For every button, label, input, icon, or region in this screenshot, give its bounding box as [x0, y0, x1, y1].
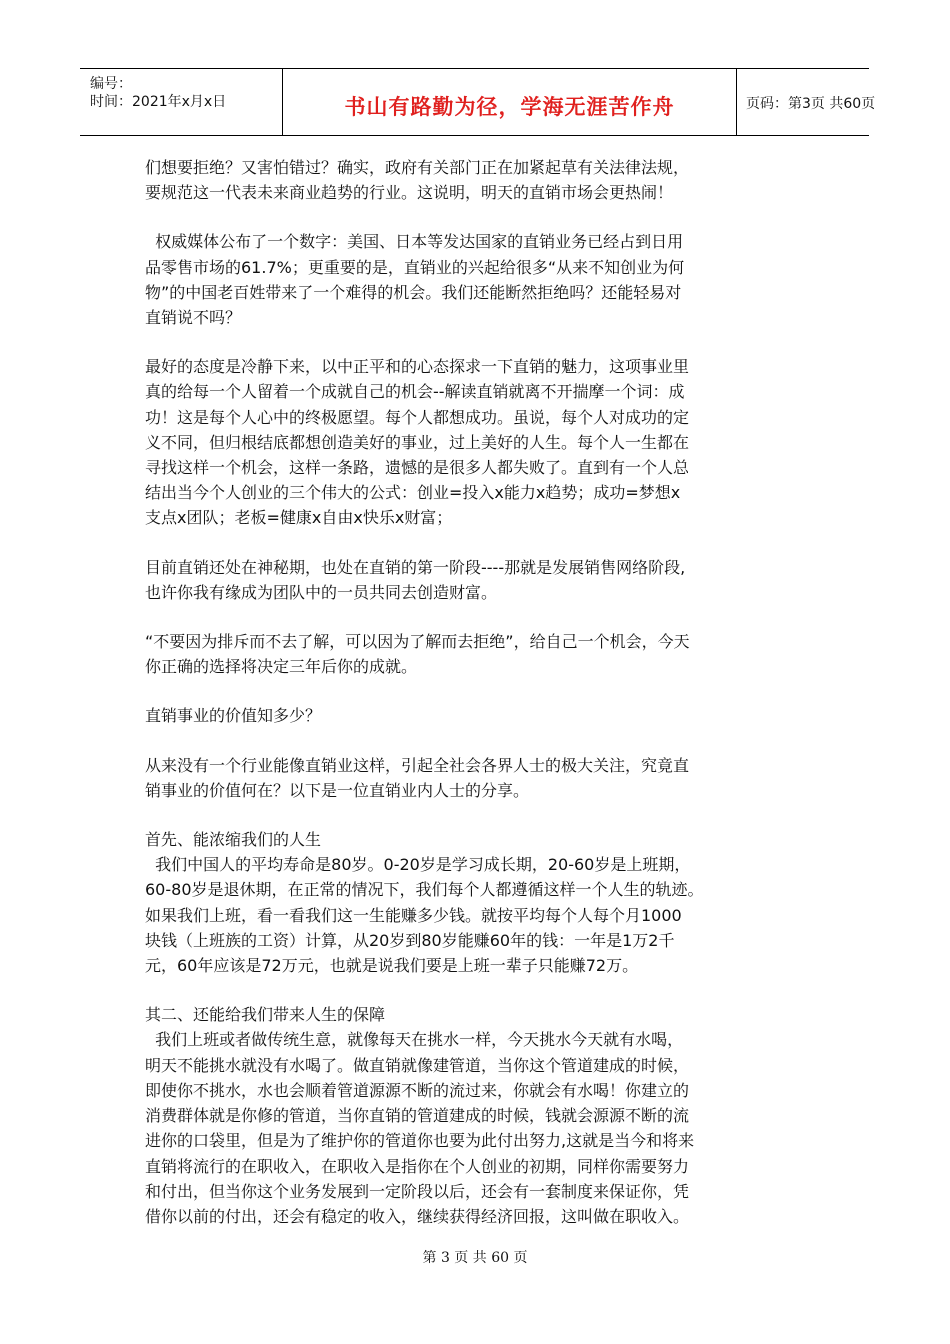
text-line: 目前直销还处在神秘期，也处在直销的第一阶段----那就是发展销售网络阶段,: [145, 557, 686, 577]
text-line: 要规范这一代表未来商业趋势的行业。这说明，明天的直销市场会更热闹！: [145, 183, 674, 203]
text-line: 品零售市场的61.7%；更重要的是，直销业的兴起给很多“从来不知创业为何: [145, 257, 685, 277]
text-line: 即使你不挑水，水也会顺着管道源源不断的流过来，你就会有水喝！你建立的: [145, 1080, 690, 1100]
paragraph: [145, 354, 805, 530]
page-header: [80, 68, 876, 136]
paragraph: [145, 827, 805, 978]
text-line: 权威媒体公布了一个数字：美国、日本等发达国家的直销业务已经占到日用: [145, 232, 684, 252]
text-line: 明天不能挑水就没有水喝了。做直销就像建管道，当你这个管道建成的时候，: [145, 1055, 690, 1075]
text-line: 我们中国人的平均寿命是80岁。0-20岁是学习成长期，20-60岁是上班期，: [145, 855, 691, 875]
text-line: “不要因为排斥而不去了解，可以因为了解而去拒绝”，给自己一个机会，今天: [145, 632, 690, 652]
text-line: 真的给每一个人留着一个成就自己的机会--解读直销就离不开揣摩一个词：成: [145, 382, 685, 402]
text-line: 们想要拒绝？又害怕错过？确实，政府有关部门正在加紧起草有关法律法规，: [145, 158, 690, 177]
time-line: 时间：2021年x月x日: [90, 94, 227, 110]
paragraph: [145, 555, 805, 605]
document-body: [145, 155, 805, 1229]
text-line: 其二、还能给我们带来人生的保障: [145, 1005, 386, 1025]
page-info: 页码：第3页 共60页: [746, 96, 876, 112]
page-footer: 第 3 页 共 60 页: [422, 1250, 528, 1266]
text-line: 直销说不吗？: [145, 308, 242, 328]
paragraph: [145, 155, 805, 205]
text-line: 和付出，但当你这个业务发展到一定阶段以后，还会有一套制度来保证你，凭: [145, 1181, 690, 1201]
paragraph: [145, 229, 805, 330]
text-line: 你正确的选择将决定三年后你的成就。: [145, 657, 418, 677]
text-line: 元，60年应该是72万元，也就是说我们要是上班一辈子只能赚72万。: [145, 956, 639, 976]
text-line: 块钱（上班族的工资）计算，从20岁到80岁能赚60年的钱：一年是1万2千: [145, 930, 675, 950]
motto: 书山有路勤为径，学海无涯苦作舟: [344, 95, 675, 119]
text-line: 支点x团队；老板=健康x自由x快乐x财富；: [145, 508, 453, 528]
paragraph: [145, 1002, 805, 1229]
header-motto-cell: [282, 69, 737, 135]
text-line: 直销将流行的在职收入，在职收入是指你在个人创业的初期，同样你需要努力: [145, 1156, 690, 1176]
text-line: 60-80岁是退休期，在正常的情况下，我们每个人都遵循这样一个人生的轨迹。: [145, 880, 704, 900]
text-line: 首先、能浓缩我们的人生: [145, 830, 322, 850]
header-info-cell: [80, 69, 280, 135]
text-line: 如果我们上班，看一看我们这一生能赚多少钱。就按平均每个人每个月1000: [145, 905, 682, 925]
paragraph: [145, 629, 805, 679]
text-line: 从来没有一个行业能像直销业这样，引起全社会各界人士的极大关注，究竟直: [145, 755, 690, 775]
paragraph: [145, 703, 805, 728]
text-line: 直销事业的价值知多少？: [145, 706, 322, 726]
text-line: 借你以前的付出，还会有稳定的收入，继续获得经济回报，这叫做在职收入。: [145, 1206, 690, 1226]
text-line: 物”的中国老百姓带来了一个难得的机会。我们还能断然拒绝吗？还能轻易对: [145, 282, 682, 302]
text-line: 进你的口袋里，但是为了维护你的管道你也要为此付出努力,这就是当今和将来: [145, 1131, 695, 1151]
text-line: 结出当今个人创业的三个伟大的公式：创业=投入x能力x趋势；成功=梦想x: [145, 483, 681, 503]
text-line: 销事业的价值何在？以下是一位直销业内人士的分享。: [145, 780, 530, 800]
text-line: 我们上班或者做传统生意，就像每天在挑水一样，今天挑水今天就有水喝，: [145, 1030, 684, 1050]
number-label: 编号：: [90, 76, 132, 92]
text-line: 消费群体就是你修的管道，当你直销的管道建成的时候，钱就会源源不断的流: [145, 1106, 690, 1126]
text-line: 也许你我有缘成为团队中的一员共同去创造财富。: [145, 582, 498, 602]
text-line: 义不同，但归根结底都想创造美好的事业，过上美好的人生。每个人一生都在: [145, 432, 690, 452]
text-line: 功！这是每个人心中的终极愿望。每个人都想成功。虽说，每个人对成功的定: [145, 407, 690, 427]
text-line: 寻找这样一个机会，这样一条路，遗憾的是很多人都失败了。直到有一个人总: [145, 458, 690, 478]
paragraph: [145, 753, 805, 803]
text-line: 最好的态度是冷静下来，以中正平和的心态探求一下直销的魅力，这项事业里: [145, 357, 690, 377]
header-page-cell: [736, 69, 876, 135]
